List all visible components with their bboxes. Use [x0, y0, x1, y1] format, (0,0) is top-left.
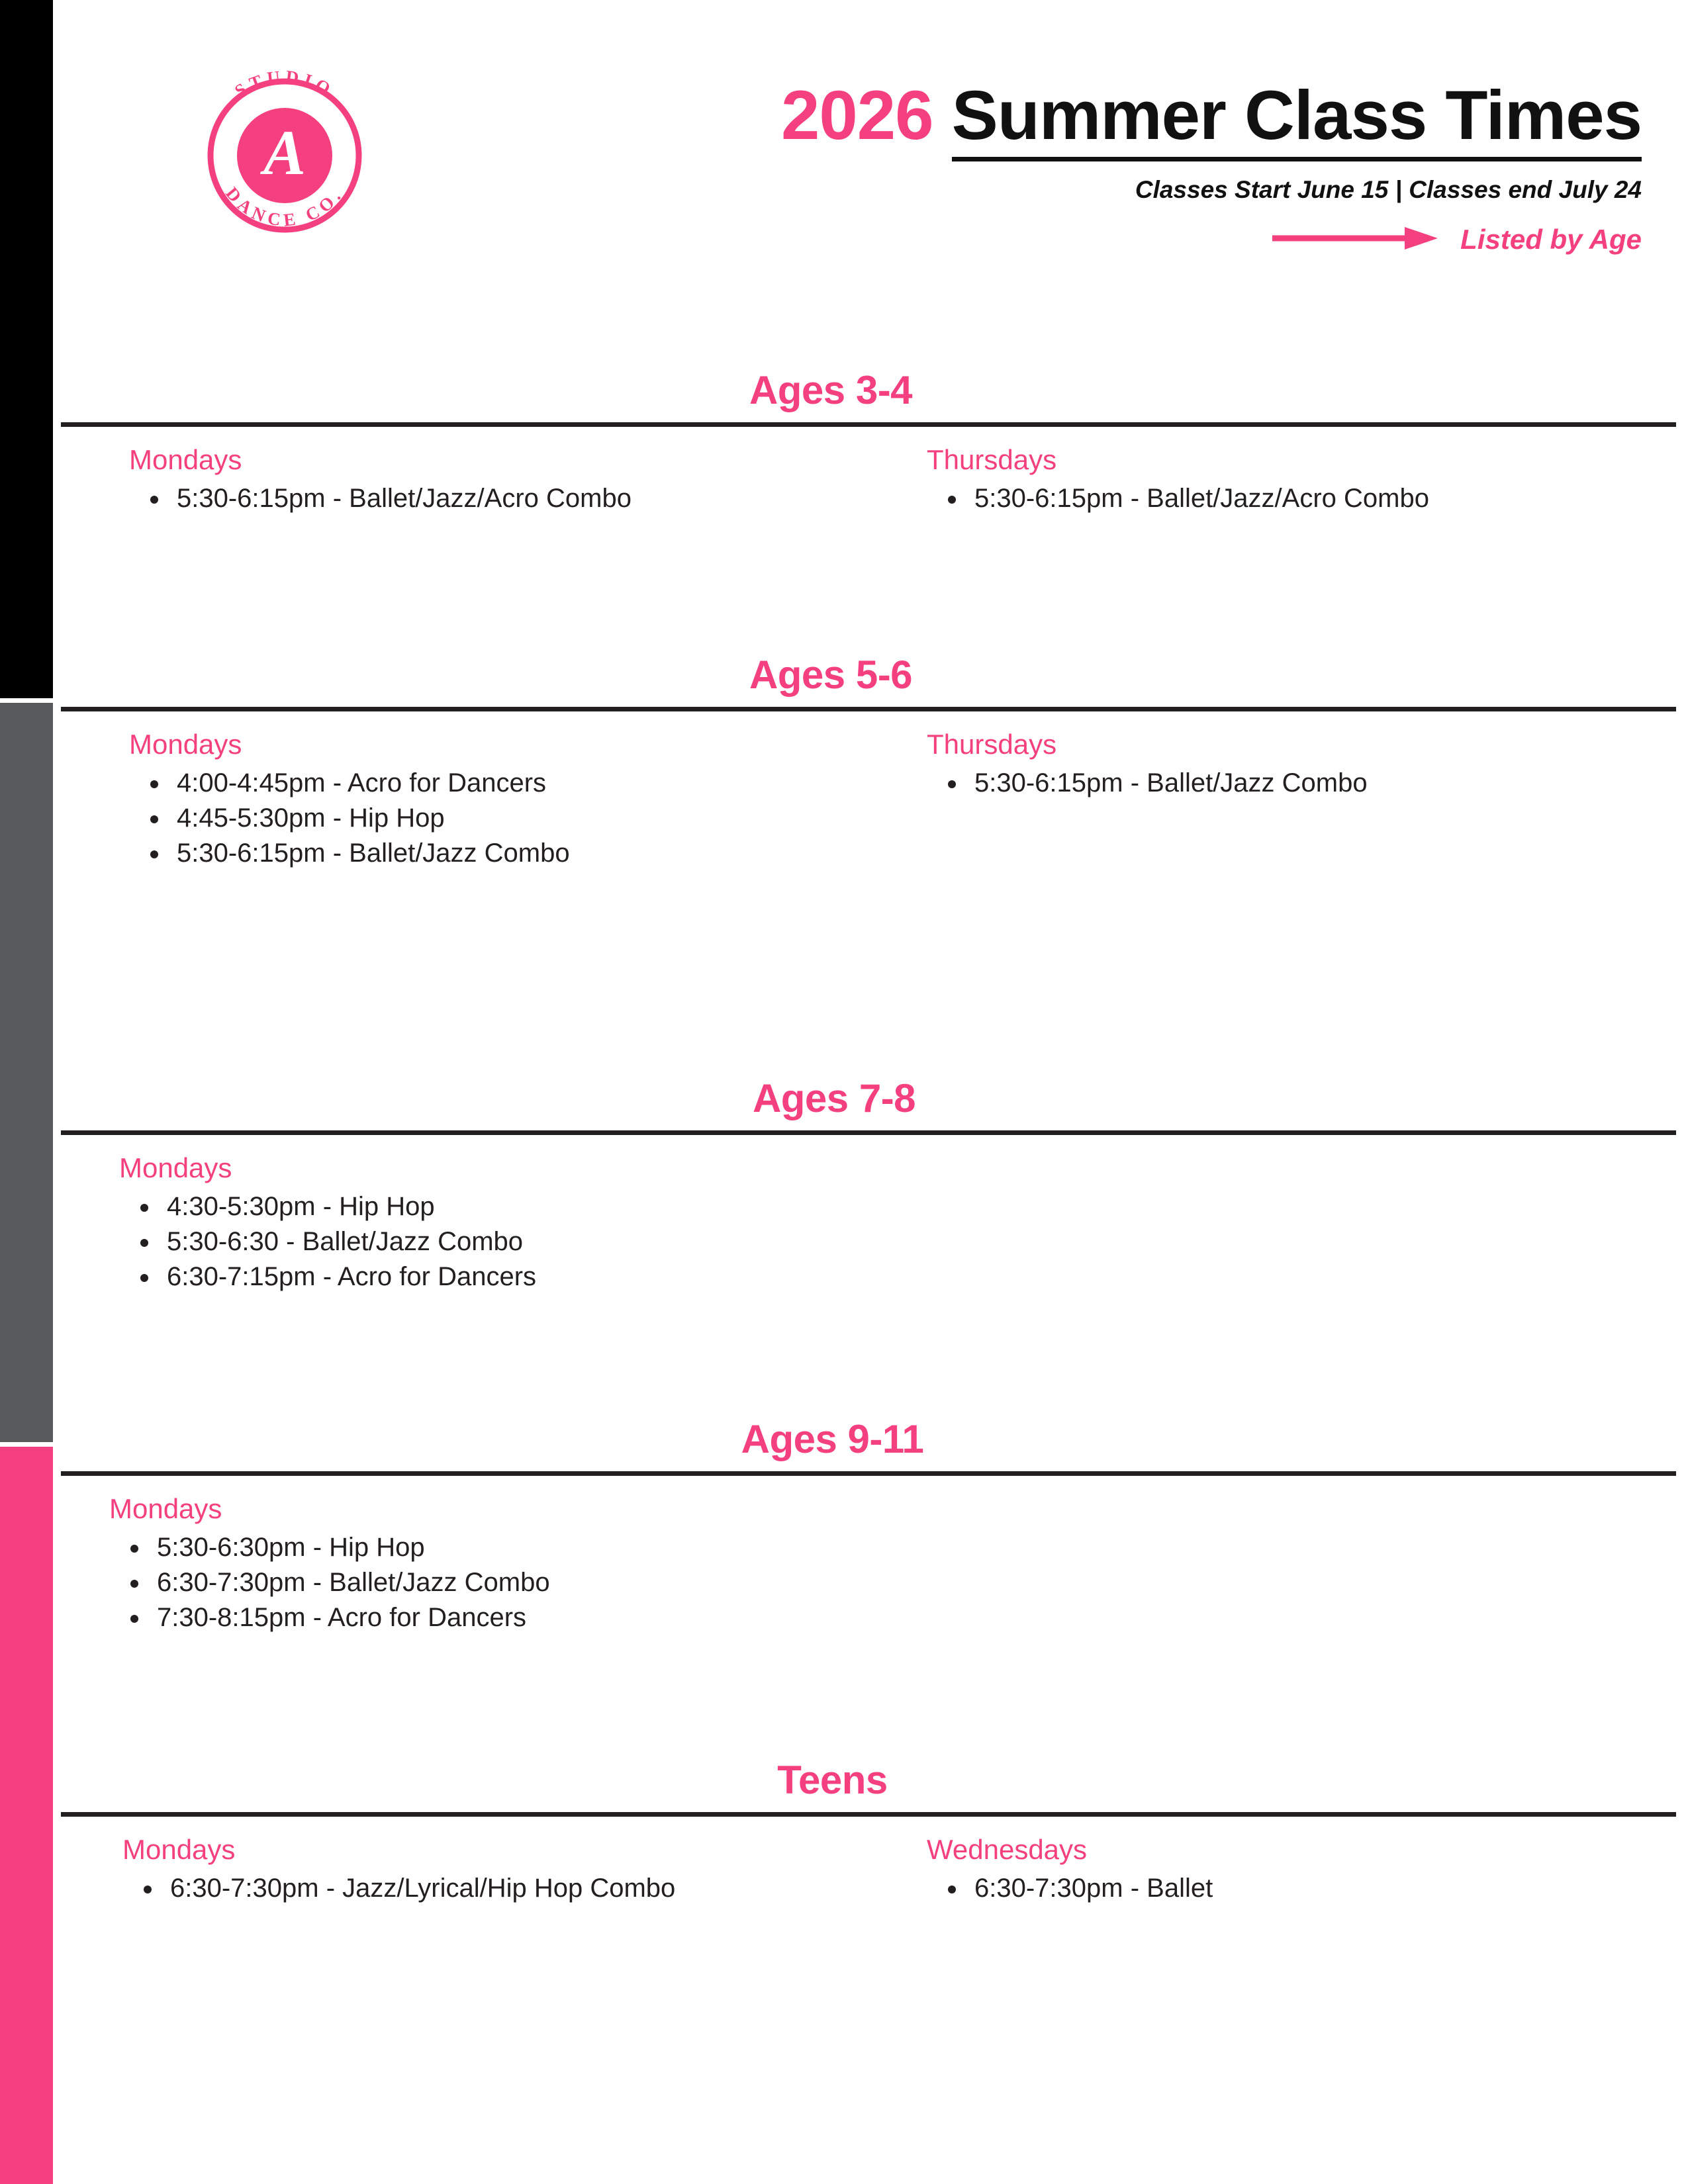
class-item: • 4:45-5:30pm - Hip Hop: [170, 801, 870, 836]
svg-text:STUDIO: STUDIO: [231, 66, 338, 101]
class-item: • 6:30-7:30pm - Ballet/Jazz Combo: [150, 1565, 851, 1600]
svg-text:A: A: [263, 117, 306, 188]
section-title: Teens: [777, 1758, 888, 1802]
arrow-right-icon: [1272, 225, 1438, 255]
title-text: Summer Class Times: [952, 77, 1642, 161]
stripe-segment-black: [0, 0, 53, 698]
section-divider: [61, 1812, 1676, 1817]
listed-by-row: [424, 224, 1642, 255]
day-column-monday: [119, 1152, 861, 1294]
section-divider: [61, 422, 1676, 427]
day-column-monday: [109, 1493, 851, 1635]
stripe-segment-gray: [0, 703, 53, 1442]
day-label: Mondays: [109, 1493, 222, 1524]
class-item: • 5:30-6:15pm - Ballet/Jazz Combo: [968, 766, 1655, 801]
class-item: • 6:30-7:15pm - Acro for Dancers: [160, 1259, 861, 1295]
class-item: • 5:30-6:30 - Ballet/Jazz Combo: [160, 1224, 861, 1259]
day-label: Thursdays: [927, 729, 1057, 760]
section-title: Ages 9-11: [741, 1417, 924, 1461]
section-ages-7-8: [53, 1076, 1688, 1291]
flyer-header: [53, 0, 1688, 344]
day-column-monday: [129, 444, 870, 516]
svg-text:DANCE CO.: DANCE CO.: [222, 183, 348, 230]
day-column-thursday: [927, 729, 1655, 801]
studio-a-logo: [185, 56, 384, 255]
class-item: • 7:30-8:15pm - Acro for Dancers: [150, 1600, 851, 1635]
day-label: Mondays: [122, 1834, 236, 1865]
class-item: • 6:30-7:30pm - Ballet: [968, 1871, 1655, 1906]
day-column-monday: [122, 1834, 864, 1906]
day-column-thursday: [927, 444, 1655, 516]
day-label: Mondays: [129, 444, 242, 475]
class-list: [119, 1189, 861, 1294]
class-item: • 4:30-5:30pm - Hip Hop: [160, 1189, 861, 1224]
day-label: Wednesdays: [927, 1834, 1088, 1865]
class-list: [122, 1871, 864, 1906]
day-column-wednesday: [927, 1834, 1655, 1906]
day-label: Mondays: [119, 1152, 232, 1183]
day-label: Thursdays: [927, 444, 1057, 475]
title-block: [424, 79, 1642, 255]
section-title: Ages 3-4: [749, 368, 913, 412]
day-label: Mondays: [129, 729, 242, 760]
day-column-monday: [129, 729, 870, 870]
class-list: [927, 1871, 1655, 1906]
class-item: • 4:00-4:45pm - Acro for Dancers: [170, 766, 870, 801]
class-item: • 5:30-6:30pm - Hip Hop: [150, 1530, 851, 1565]
listed-by-age-label: Listed by Age: [1460, 224, 1642, 255]
class-list: [129, 766, 870, 870]
class-item: • 5:30-6:15pm - Ballet/Jazz Combo: [170, 836, 870, 871]
class-item: • 5:30-6:15pm - Ballet/Jazz/Acro Combo: [170, 481, 870, 516]
section-teens: [53, 1758, 1688, 1903]
class-list: [927, 766, 1655, 801]
class-item: • 5:30-6:15pm - Ballet/Jazz/Acro Combo: [968, 481, 1655, 516]
section-divider: [61, 1130, 1676, 1135]
stripe-segment-pink: [0, 1447, 53, 2184]
class-list: [109, 1530, 851, 1635]
class-list: [927, 481, 1655, 516]
section-ages-3-4: [53, 368, 1688, 513]
class-list: [129, 481, 870, 516]
section-ages-9-11: [53, 1417, 1688, 1632]
session-dates: Classes Start June 15 | Classes end July 24: [1135, 176, 1642, 204]
section-title: Ages 7-8: [752, 1076, 916, 1120]
section-divider: [61, 707, 1676, 711]
title-year: 2026: [780, 77, 933, 154]
section-divider: [61, 1471, 1676, 1476]
page-title: [424, 79, 1642, 152]
section-ages-5-6: [53, 653, 1688, 868]
left-color-stripe: [0, 0, 53, 2184]
class-item: • 6:30-7:30pm - Jazz/Lyrical/Hip Hop Combo: [164, 1871, 864, 1906]
section-title: Ages 5-6: [749, 653, 913, 697]
